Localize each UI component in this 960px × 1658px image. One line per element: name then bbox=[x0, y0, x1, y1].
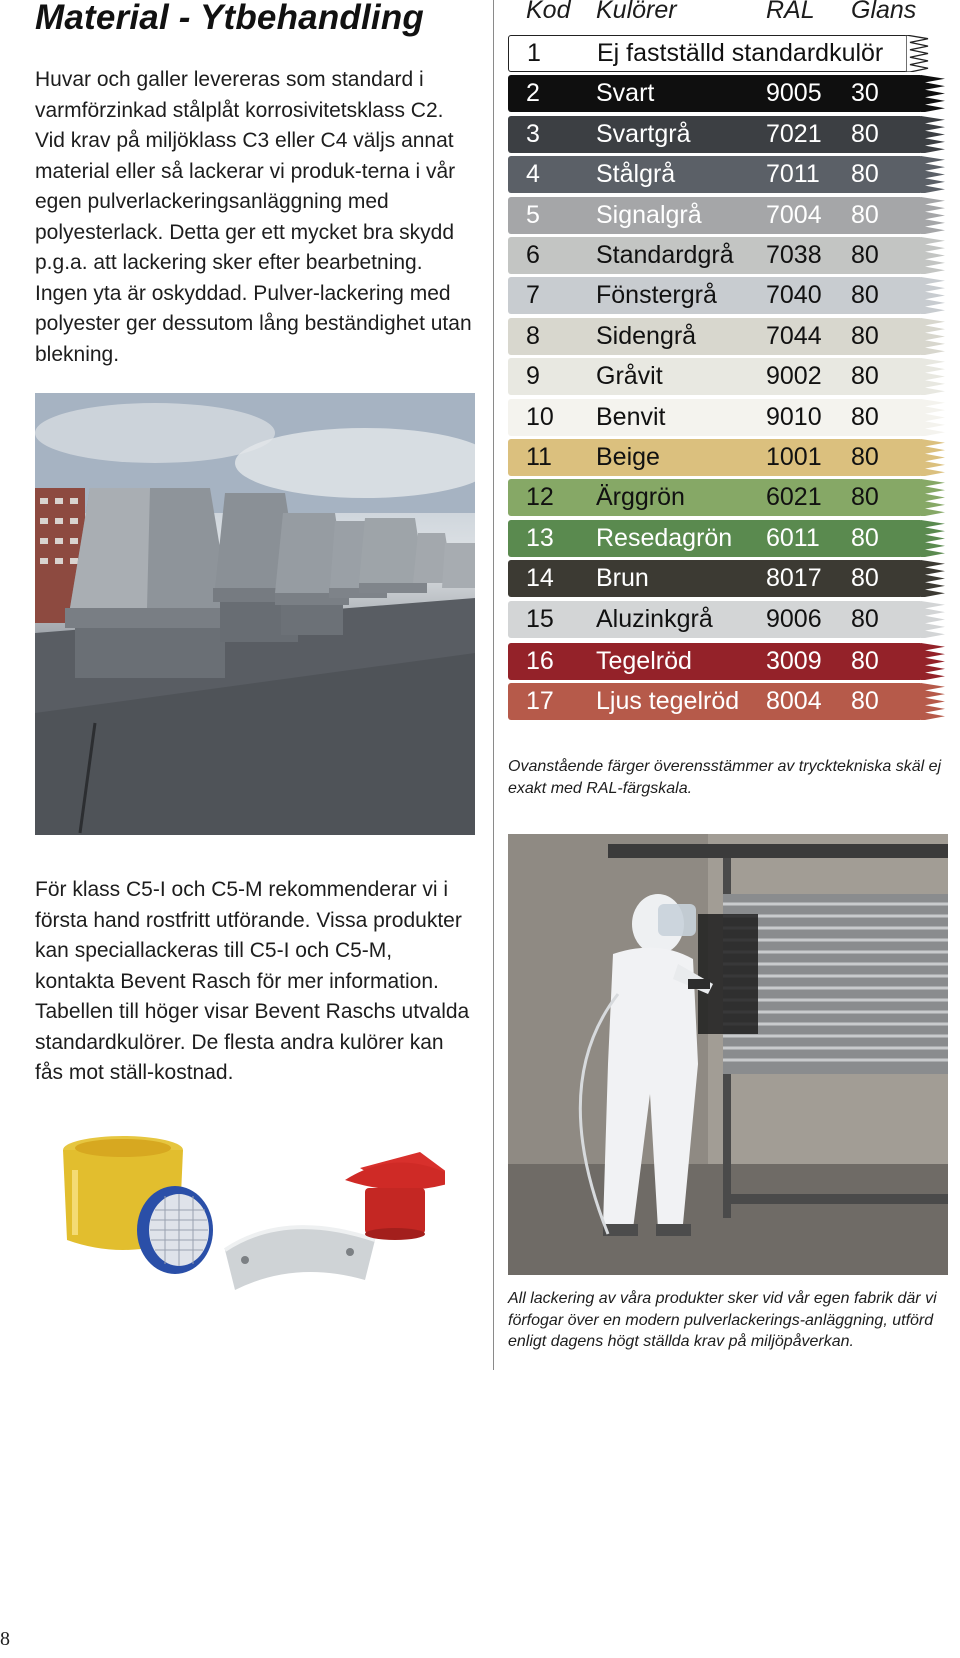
color-code: 15 bbox=[526, 605, 554, 633]
gloss-value: 80 bbox=[851, 201, 879, 229]
table-note: Ovanstående färger överensstämmer av trycktekniska skäl ej exakt med RAL-färgskala. bbox=[508, 758, 942, 797]
color-row bbox=[508, 156, 923, 193]
color-code: 4 bbox=[526, 160, 540, 188]
color-row bbox=[508, 237, 923, 274]
color-swatch-edge bbox=[921, 439, 957, 476]
page-number: 8 bbox=[0, 1628, 10, 1650]
color-name: Tegelröd bbox=[596, 647, 692, 675]
color-code: 17 bbox=[526, 687, 554, 715]
ral-code: 6021 bbox=[766, 483, 822, 511]
gloss-value: 80 bbox=[851, 564, 879, 592]
roof-fans-illustration bbox=[35, 393, 475, 835]
color-swatch-edge bbox=[921, 601, 957, 638]
color-row bbox=[508, 683, 923, 720]
gloss-value: 80 bbox=[851, 120, 879, 148]
color-code: 9 bbox=[526, 362, 540, 390]
color-code: 1 bbox=[527, 39, 541, 67]
color-name: Sidengrå bbox=[596, 322, 697, 350]
color-code: 8 bbox=[526, 322, 540, 350]
color-name: Gråvit bbox=[596, 362, 663, 390]
color-swatch-edge bbox=[921, 560, 957, 597]
gloss-value: 80 bbox=[851, 160, 879, 188]
ral-code: 7038 bbox=[766, 241, 822, 269]
color-swatch-edge bbox=[921, 75, 957, 112]
color-code: 5 bbox=[526, 201, 540, 229]
color-name: Resedagrön bbox=[596, 524, 733, 552]
gloss-value: 80 bbox=[851, 281, 879, 309]
gloss-value: 80 bbox=[851, 605, 879, 633]
color-swatch-edge bbox=[921, 643, 957, 680]
color-row bbox=[508, 439, 923, 476]
color-row bbox=[508, 399, 923, 436]
photo-caption: All lackering av våra produkter sker vid vår egen fabrik där vi förfogar över en modern pulverlackerings-anläggning, utförd enligt dagens högt ställda krav på miljöpåverkan. bbox=[508, 1290, 937, 1350]
painter-illustration bbox=[508, 834, 948, 1275]
gloss-value: 80 bbox=[851, 524, 879, 552]
gloss-value: 80 bbox=[851, 403, 879, 431]
col-header-ral: RAL bbox=[766, 0, 815, 24]
color-code: 11 bbox=[526, 443, 552, 471]
color-name: Standardgrå bbox=[596, 241, 734, 269]
intro-paragraph: Huvar och galler levereras som standard i varmförzinkad stålplåt korrosivitetsklass C2. Vid krav på miljöklass C3 eller C4 väljs annat material eller så lackerar vi produk-terna i vår egen pulverlackeringsanläggning med polyesterlack. Detta ger ett mycket bra skydd p.g.a. att lackering sker efter bearbetning. Ingen yta är oskyddad. Pulver-lackering med polyester ger dessutom lång beständighet utan blekning. bbox=[35, 68, 472, 366]
ral-code: 9010 bbox=[766, 403, 822, 431]
color-code: 14 bbox=[526, 564, 554, 592]
color-swatch-edge bbox=[921, 237, 957, 274]
color-name: Svart bbox=[596, 79, 655, 107]
color-row bbox=[508, 520, 923, 557]
color-code: 6 bbox=[526, 241, 540, 269]
color-name: Svartgrå bbox=[596, 120, 691, 148]
color-swatch-edge bbox=[921, 358, 957, 395]
color-name: Fönstergrå bbox=[596, 281, 717, 309]
painting-photo bbox=[508, 834, 948, 1275]
gloss-value: 80 bbox=[851, 443, 879, 471]
color-code: 12 bbox=[526, 483, 554, 511]
page-title: Material - Ytbehandling bbox=[35, 0, 425, 37]
color-name: Ljus tegelröd bbox=[596, 687, 740, 715]
color-row bbox=[508, 277, 923, 314]
color-row bbox=[508, 75, 923, 112]
color-row bbox=[508, 560, 923, 597]
color-name: Ej fastställd standardkulör bbox=[597, 39, 884, 67]
roof-fans-photo bbox=[35, 393, 475, 835]
color-row bbox=[508, 197, 923, 234]
color-name: Signalgrå bbox=[596, 201, 702, 229]
col-header-kulor: Kulörer bbox=[596, 0, 677, 24]
ral-code: 7044 bbox=[766, 322, 822, 350]
color-code: 2 bbox=[526, 79, 540, 107]
color-code: 13 bbox=[526, 524, 554, 552]
ral-code: 7021 bbox=[766, 120, 822, 148]
color-row bbox=[508, 643, 923, 680]
gloss-value: 30 bbox=[851, 79, 879, 107]
gloss-value: 80 bbox=[851, 241, 879, 269]
color-row bbox=[508, 479, 923, 516]
second-paragraph: För klass C5-I och C5-M rekommenderar vi i första hand rostfritt utförande. Vissa produkter kan speciallackeras till C5-I och C5-M, kontakta Bevent Rasch för mer information. Tabellen till höger visar Bevent Raschs utvalda standardkulörer. De flesta andra kulörer kan fås mot ställ-kostnad. bbox=[35, 878, 470, 1084]
gloss-value: 80 bbox=[851, 362, 879, 390]
color-swatch-edge bbox=[921, 116, 957, 153]
gloss-value: 80 bbox=[851, 322, 879, 350]
column-divider bbox=[493, 0, 494, 1370]
gloss-value: 80 bbox=[851, 687, 879, 715]
color-name: Beige bbox=[596, 443, 660, 471]
color-swatch-edge bbox=[921, 479, 957, 516]
gloss-value: 80 bbox=[851, 483, 879, 511]
ral-code: 7040 bbox=[766, 281, 822, 309]
color-row bbox=[508, 318, 923, 355]
products-illustration bbox=[45, 1130, 445, 1310]
color-code: 3 bbox=[526, 120, 540, 148]
col-header-kod: Kod bbox=[526, 0, 571, 24]
color-row bbox=[508, 116, 923, 153]
ral-code: 6011 bbox=[766, 524, 820, 552]
color-code: 16 bbox=[526, 647, 554, 675]
color-name: Benvit bbox=[596, 403, 666, 431]
ral-code: 8004 bbox=[766, 687, 822, 715]
ral-code: 9002 bbox=[766, 362, 822, 390]
ral-code: 3009 bbox=[766, 647, 822, 675]
ral-code: 7004 bbox=[766, 201, 822, 229]
color-swatch-edge bbox=[906, 35, 942, 72]
color-swatch-edge bbox=[921, 156, 957, 193]
ral-code: 1001 bbox=[766, 443, 822, 471]
color-code: 7 bbox=[526, 281, 540, 309]
color-swatch-edge bbox=[921, 197, 957, 234]
color-row bbox=[508, 358, 923, 395]
products-photo bbox=[45, 1130, 445, 1310]
color-row bbox=[508, 35, 908, 72]
color-name: Stålgrå bbox=[596, 160, 676, 188]
gloss-value: 80 bbox=[851, 647, 879, 675]
ral-code: 9005 bbox=[766, 79, 822, 107]
color-row bbox=[508, 601, 923, 638]
col-header-glans: Glans bbox=[851, 0, 917, 24]
color-swatch-edge bbox=[921, 683, 957, 720]
ral-code: 8017 bbox=[766, 564, 822, 592]
color-code: 10 bbox=[526, 403, 554, 431]
ral-code: 7011 bbox=[766, 160, 820, 188]
ral-code: 9006 bbox=[766, 605, 822, 633]
color-swatch-edge bbox=[921, 399, 957, 436]
color-name: Aluzinkgrå bbox=[596, 605, 713, 633]
color-name: Brun bbox=[596, 564, 649, 592]
color-name: Ärggrön bbox=[596, 483, 685, 511]
color-swatch-edge bbox=[921, 520, 957, 557]
color-swatch-edge bbox=[921, 277, 957, 314]
color-swatch-edge bbox=[921, 318, 957, 355]
